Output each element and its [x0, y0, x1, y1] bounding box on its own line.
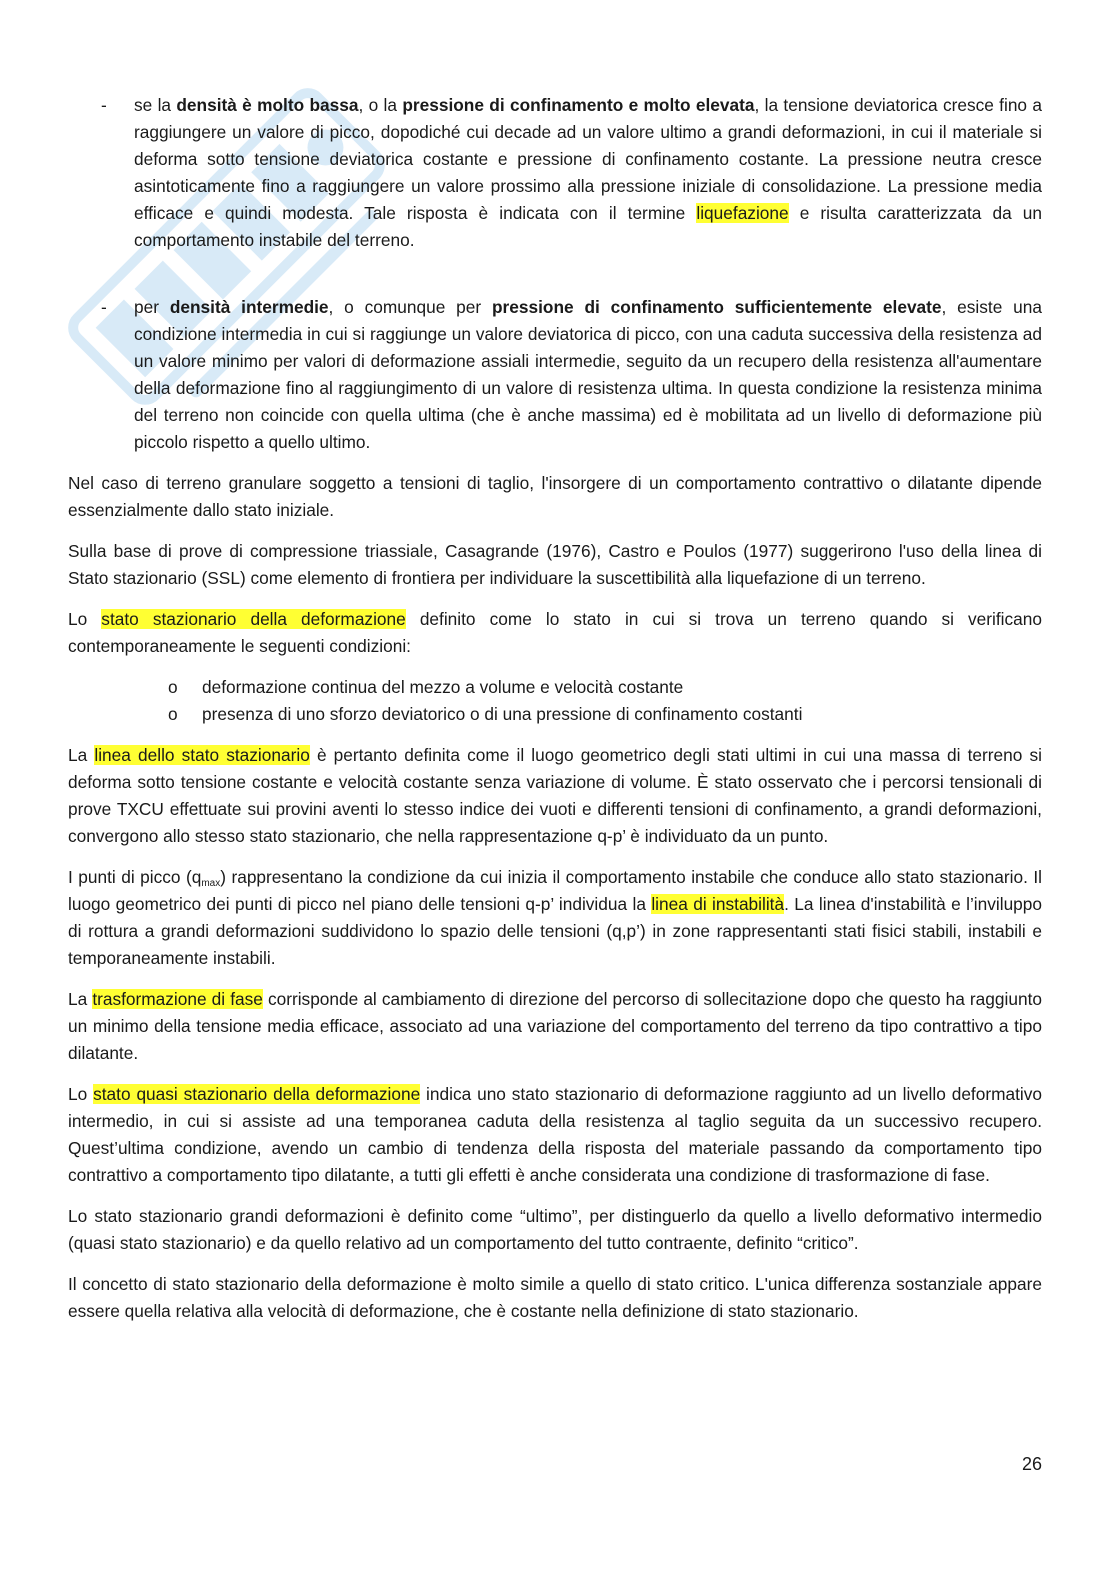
list-item: o presenza di uno sforzo deviatorico o di una pressione di confinamento costanti: [68, 701, 1042, 728]
highlighted-term: stato stazionario della deformazione: [101, 609, 406, 629]
highlighted-term: stato quasi stazionario della deformazione: [93, 1084, 421, 1104]
conditions-list: [68, 674, 1042, 728]
list-item-liquefaction: - se la densità è molto bassa, o la pressione di confinamento e molto elevata, la tensione deviatorica cresce fino a raggiungere un valore di picco, dopodiché cui decade ad un valore ultimo a grandi deformazioni, in cui il materiale si deforma sotto tensione deviatorica costante e pressione di confinamento costante. La pressione neutra cresce asintoticamente fino a raggiungere un valore prossimo alla pressione iniziale di consolidazione. La pressione media efficace e quindi modesta. Tale risposta è indicata con il termine liquefazione e risulta caratterizzata da un comportamento instabile del terreno.: [68, 92, 1042, 254]
paragraph-stato-stazionario: Lo stato stazionario della deformazione definito come lo stato in cui si trova un terreno quando si verificano contemporaneamente le seguenti condizioni:: [68, 609, 1042, 656]
highlighted-term: linea dello stato stazionario: [94, 745, 310, 765]
list-item-intermediate: - per densità intermedie, o comunque per pressione di confinamento sufficientemente elevate, esiste una condizione intermedia in cui si raggiunge un valore deviatorica di picco, con una caduta successiva della resistenza ad un valore minimo per valori di deformazione assiali intermedie, seguito da un recupero della resistenza all'aumentare della deformazione fino al raggiungimento di un valore di resistenza ultima. In questa condizione la resistenza minima del terreno non coincide con quella ultima (che è anche massima) ed è mobilitata ad un livello di deformazione più piccolo rispetto a quello ultimo.: [68, 294, 1042, 456]
paragraph-linea-stato: La linea dello stato stazionario è pertanto definita come il luogo geometrico degli stati ultimi in cui una massa di terreno si deforma sotto tensione costante e velocità costante senza variazione di volume. È stato osservato che i percorsi tensionali di prove TXCU effettuate sui provini aventi lo stesso indice dei vuoti e differenti tensioni di confinamento, a grandi deformazioni, convergono allo stesso stato stazionario, che nella rappresentazione q-p’ è individuato da un punto.: [68, 745, 1042, 846]
bold-term: pressione di confinamento e molto elevata: [402, 95, 755, 115]
paragraph-granular: Nel caso di terreno granulare soggetto a tensioni di taglio, l'insorgere di un comportamento contrattivo o dilatante dipende essenzialmente dallo stato iniziale.: [68, 473, 1042, 520]
bold-term: pressione di confinamento sufficientemente elevate: [491, 297, 942, 317]
bold-term: densità intermedie: [169, 297, 329, 317]
paragraph-punti-picco: I punti di picco $(q_{max})$ rappresentano la condizione da cui inizia il comportamento instabile che conduce allo stato stazionario. Il luogo geometrico dei punti di picco nel piano delle tensioni q-p’ individua la linea di instabilità. La linea d'instabilità e l’inviluppo di rottura a grandi deformazioni suddividono lo spazio delle tensioni (q,p’) in zone rappresentanti stati fisici stabili, instabili e temporaneamente instabili.: [68, 867, 1043, 968]
circle-bullet: o: [168, 704, 178, 724]
circle-bullet: o: [168, 677, 178, 697]
paragraph-ultimo: Lo stato stazionario grandi deformazioni è definito come “ultimo”, per distinguerlo da quello a livello deformativo intermedio (quasi stato stazionario) e da quello relativo ad un comportamento del tutto contraente, definito “critico”.: [68, 1206, 1042, 1253]
paragraph-concetto: Il concetto di stato stazionario della deformazione è molto simile a quello di stato critico. L'unica differenza sostanziale appare essere quella relativa alla velocità di deformazione, che è costante nella definizione di stato stazionario.: [68, 1274, 1042, 1321]
document-body: [68, 92, 1042, 1339]
dash-bullet: -: [101, 95, 107, 115]
dash-bullet: -: [101, 297, 107, 317]
highlighted-term: trasformazione di fase: [92, 989, 263, 1009]
highlighted-term: liquefazione: [696, 203, 789, 223]
bold-term: densità è molto bassa: [176, 95, 359, 115]
paragraph-quasi-stazionario: Lo stato quasi stazionario della deformazione indica uno stato stazionario di deformazione raggiunto ad un livello deformativo intermedio, in cui si assiste ad una temporanea caduta della resistenza al taglio seguita da un successivo recupero. Quest’ultima condizione, avendo un cambio di tendenza della risposta del materiale passando da comportamento tipo contrattivo a comportamento tipo dilatante, a tutti gli effetti è anche considerata una condizione di trasformazione di fase.: [68, 1084, 1043, 1185]
subscript: max: [201, 878, 221, 889]
page-number: 26: [1021, 1454, 1042, 1474]
paragraph-ssl: Sulla base di prove di compressione triassiale, Casagrande (1976), Castro e Poulos (1977) suggerirono l'uso della linea di Stato stazionario (SSL) come elemento di frontiera per individuare la suscettibilità alla liquefazione di un terreno.: [68, 541, 1042, 588]
list-item: o deformazione continua del mezzo a volume e velocità costante: [68, 674, 1042, 701]
highlighted-term: linea di instabilità: [651, 894, 785, 914]
paragraph-trasformazione-fase: La trasformazione di fase corrisponde al cambiamento di direzione del percorso di sollecitazione dopo che questo ha raggiunto un minimo della tensione media efficace, associato ad una variazione del comportamento del terreno da tipo contrattivo a tipo dilatante.: [68, 989, 1042, 1063]
